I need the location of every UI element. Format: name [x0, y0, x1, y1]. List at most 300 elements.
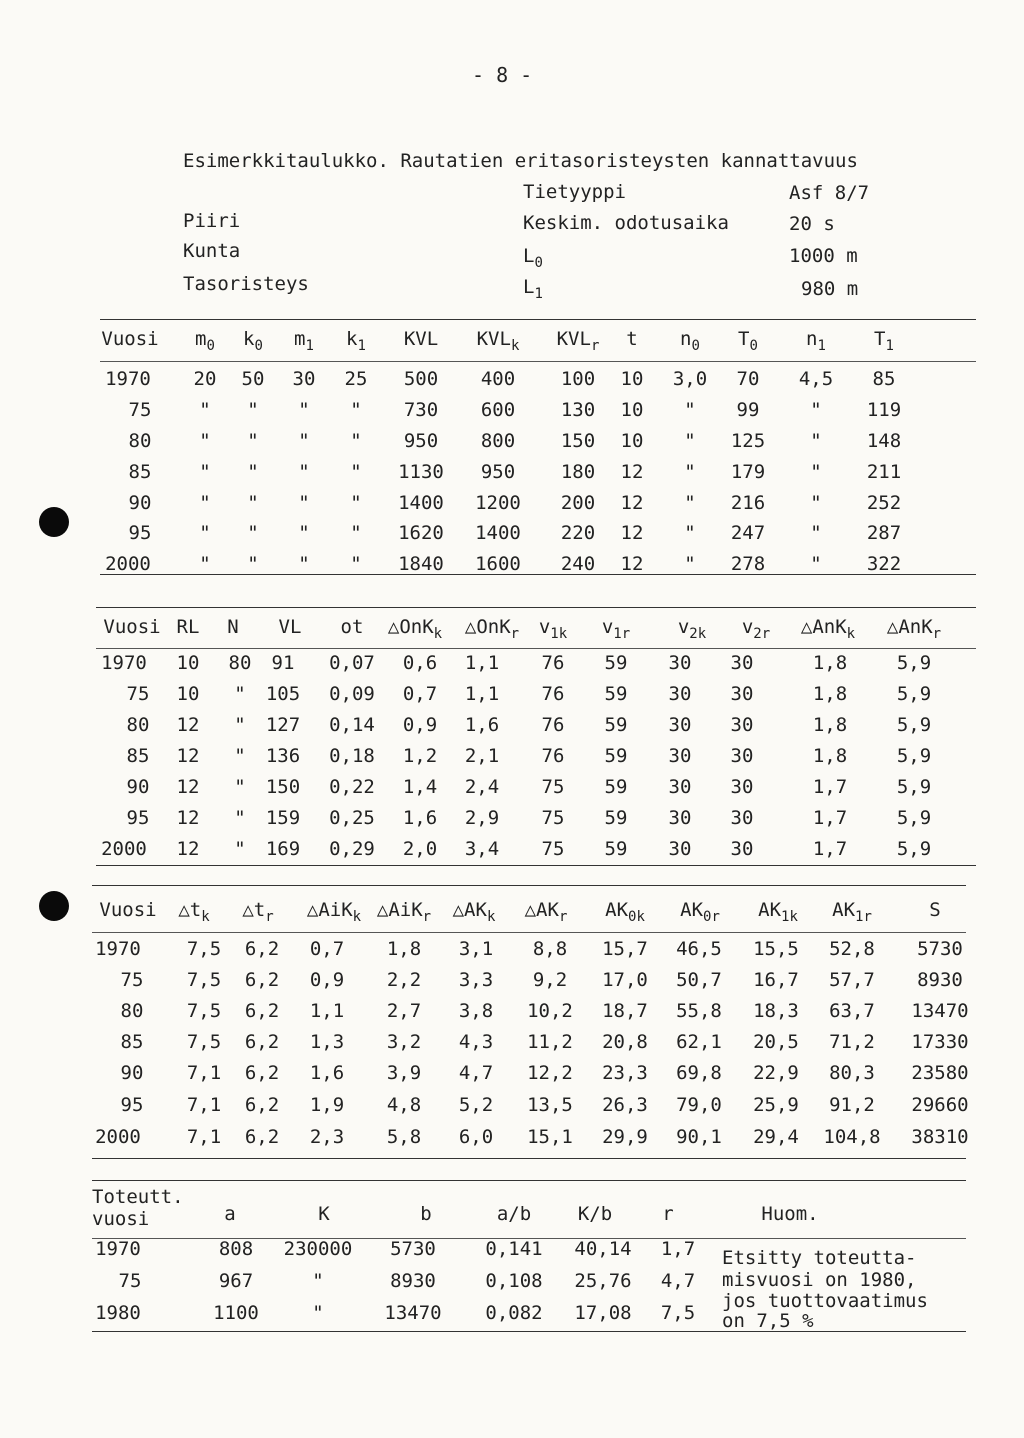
table3-cell: 1,8	[386, 938, 422, 960]
table3-header: $AK_{1k}$	[758, 899, 798, 925]
table1-cell: 10	[620, 399, 644, 421]
table3-header: $\triangle AK_r$	[524, 899, 568, 925]
table3-cell: 7,5	[186, 938, 222, 960]
table1-top-rule	[100, 319, 976, 320]
table1-year: 1970	[105, 368, 151, 390]
table2-cell: 75	[541, 838, 565, 860]
table1-cell: "	[810, 522, 822, 544]
table4-header: K/b	[577, 1203, 613, 1225]
table1-cell: 216	[730, 492, 766, 514]
table4-top-rule	[92, 1180, 966, 1181]
table1-cell: 240	[560, 553, 596, 575]
table4-cell: 230000	[283, 1238, 353, 1260]
table3-header: $AK_{0k}$	[605, 899, 645, 925]
table1-header: $KVL_k$	[476, 328, 520, 354]
table3-cell: 38310	[911, 1126, 969, 1148]
table1-cell: "	[298, 553, 310, 575]
table2-cell: 0,29	[329, 838, 375, 860]
table3-cell: 18,7	[602, 1000, 648, 1022]
table3-bottom-rule	[92, 1158, 966, 1159]
l0-value: 1000 m	[789, 245, 858, 267]
table4-cell: 808	[218, 1238, 254, 1260]
table3-year: 85	[120, 1031, 144, 1053]
table4-header: Huom.	[761, 1203, 819, 1225]
table2-header: △AnK$_k$	[800, 616, 856, 642]
table4-note-line: misvuosi on 1980,	[722, 1269, 917, 1291]
table2-header: Vuosi	[103, 616, 161, 638]
table1-cell: 4,5	[798, 368, 834, 390]
table3-cell: 91,2	[829, 1094, 875, 1116]
table3-cell: 5730	[917, 938, 963, 960]
table3-header: $\triangle t_k$	[178, 899, 210, 925]
table1-cell: 1620	[398, 522, 444, 544]
table2-cell: 2,4	[464, 776, 500, 798]
table3-cell: 15,5	[753, 938, 799, 960]
table1-cell: "	[199, 553, 211, 575]
table2-cell: 159	[265, 807, 301, 829]
table3-cell: 10,2	[527, 1000, 573, 1022]
table4-note-line: on 7,5 %	[722, 1310, 814, 1332]
table2-cell: 30	[730, 714, 754, 736]
table1-cell: 950	[403, 430, 439, 452]
table3-cell: 22,9	[753, 1062, 799, 1084]
table3-cell: 6,2	[244, 938, 280, 960]
table2-cell: "	[234, 776, 246, 798]
table2-cell: 30	[668, 807, 692, 829]
table1-cell: "	[350, 461, 362, 483]
table2-cell: 76	[541, 683, 565, 705]
table2-cell: 2,1	[464, 745, 500, 767]
table2-cell: 1,2	[402, 745, 438, 767]
table2-cell: 1,1	[464, 652, 500, 674]
table4-cell: 25,76	[574, 1270, 632, 1292]
table1-cell: "	[199, 399, 211, 421]
table3-cell: 0,9	[309, 969, 345, 991]
table2-cell: 1,7	[812, 807, 848, 829]
table2-header: VL	[278, 616, 302, 638]
table3-cell: 13,5	[527, 1094, 573, 1116]
table2-cell: 0,9	[402, 714, 438, 736]
piiri-label: Piiri	[183, 210, 241, 232]
table1-cell: "	[247, 399, 259, 421]
table1-cell: "	[684, 399, 696, 421]
table1-cell: 247	[730, 522, 766, 544]
table1-year: 75	[128, 399, 152, 421]
table3-cell: 7,5	[186, 969, 222, 991]
table1-cell: 1600	[475, 553, 521, 575]
table3-cell: 17330	[911, 1031, 969, 1053]
table1-cell: "	[684, 430, 696, 452]
table2-header: $v_{1r}$	[601, 616, 631, 642]
table2-cell: 30	[668, 683, 692, 705]
punch-hole-bottom	[39, 891, 69, 921]
table2-cell: 30	[668, 652, 692, 674]
table3-cell: 7,1	[186, 1094, 222, 1116]
table1-header: $m_1$	[294, 328, 314, 354]
table1-year: 85	[128, 461, 152, 483]
table3-cell: 50,7	[676, 969, 722, 991]
table4-cell: 17,08	[574, 1302, 632, 1324]
table4-cell: 8930	[390, 1270, 436, 1292]
table2-cell: 0,09	[329, 683, 375, 705]
table3-cell: 7,5	[186, 1031, 222, 1053]
table2-cell: 5,9	[896, 683, 932, 705]
table1-cell: "	[684, 492, 696, 514]
table1-cell: 252	[866, 492, 902, 514]
table2-cell: 76	[541, 714, 565, 736]
table1-header: $T_0$	[738, 328, 758, 354]
table2-year: 90	[126, 776, 150, 798]
table1-cell: "	[350, 399, 362, 421]
table1-cell: 150	[560, 430, 596, 452]
table2-cell: 1,8	[812, 652, 848, 674]
table2-cell: 12	[176, 745, 200, 767]
tietyyppi-value: Asf 8/7	[789, 182, 870, 204]
table2-cell: 1,6	[402, 807, 438, 829]
table2-year: 85	[126, 745, 150, 767]
table3-year: 1970	[95, 938, 141, 960]
table2-cell: 5,9	[896, 652, 932, 674]
table3-header: Vuosi	[99, 899, 157, 921]
table1-cell: "	[199, 430, 211, 452]
table2-cell: 0,07	[329, 652, 375, 674]
table1-header: Vuosi	[101, 328, 159, 350]
table4-year: 1980	[95, 1302, 141, 1324]
table1-bottom-rule	[100, 574, 976, 575]
table2-header: $v_{2k}$	[677, 616, 707, 642]
table4-cell: "	[312, 1270, 324, 1292]
table1-cell: "	[684, 553, 696, 575]
table1-cell: 1840	[398, 553, 444, 575]
table4-header: r	[662, 1203, 674, 1225]
table2-cell: 30	[730, 745, 754, 767]
table3-header: $\triangle t_r$	[242, 899, 274, 925]
table4-cell: 0,108	[485, 1270, 543, 1292]
table3-header: △AiK$_r$	[376, 899, 432, 925]
l1-label: $L_1$	[523, 276, 543, 302]
table2-cell: 59	[604, 745, 628, 767]
table1-cell: "	[810, 492, 822, 514]
table2-cell: 127	[265, 714, 301, 736]
table3-header: $\triangle AK_k$	[452, 899, 496, 925]
table3-cell: 5,2	[458, 1094, 494, 1116]
table2-cell: 105	[265, 683, 301, 705]
table2-cell: 80	[228, 652, 252, 674]
keskim-label: Keskim. odotusaika	[523, 212, 729, 234]
table2-cell: 0,6	[402, 652, 438, 674]
table3-cell: 90,1	[676, 1126, 722, 1148]
table1-header: $T_1$	[874, 328, 894, 354]
table3-cell: 26,3	[602, 1094, 648, 1116]
table1-cell: "	[247, 553, 259, 575]
table1-cell: 600	[480, 399, 516, 421]
table1-cell: "	[247, 492, 259, 514]
keskim-value: 20 s	[789, 213, 835, 235]
l0-label: $L_0$	[523, 245, 543, 271]
table2-header: △OnK$_k$	[387, 616, 443, 642]
table1-cell: 12	[620, 553, 644, 575]
table2-cell: 59	[604, 838, 628, 860]
table3-cell: 57,7	[829, 969, 875, 991]
table3-cell: 8,8	[532, 938, 568, 960]
table3-cell: 6,0	[458, 1126, 494, 1148]
table1-header: $k_1$	[346, 328, 366, 354]
table2-cell: 1,4	[402, 776, 438, 798]
table2-cell: 30	[668, 745, 692, 767]
tietyyppi-label: Tietyyppi	[523, 181, 626, 203]
table1-cell: "	[350, 553, 362, 575]
table1-cell: "	[350, 430, 362, 452]
table2-cell: 10	[176, 683, 200, 705]
table1-cell: 12	[620, 492, 644, 514]
table2-cell: 1,6	[464, 714, 500, 736]
table1-cell: 125	[730, 430, 766, 452]
table3-cell: 17,0	[602, 969, 648, 991]
table2-top-rule	[96, 607, 976, 608]
table3-cell: 4,7	[458, 1062, 494, 1084]
table1-cell: 200	[560, 492, 596, 514]
table1-cell: 730	[403, 399, 439, 421]
page-title: Esimerkkitaulukko. Rautatien eritasoristeysten kannattavuus	[183, 150, 858, 172]
table3-cell: 55,8	[676, 1000, 722, 1022]
table2-cell: 150	[265, 776, 301, 798]
table3-cell: 16,7	[753, 969, 799, 991]
table3-cell: 11,2	[527, 1031, 573, 1053]
table2-cell: "	[234, 683, 246, 705]
table3-cell: 71,2	[829, 1031, 875, 1053]
table1-cell: 30	[292, 368, 316, 390]
table3-year: 95	[120, 1094, 144, 1116]
table4-cell: 4,7	[660, 1270, 696, 1292]
table1-cell: "	[810, 553, 822, 575]
table2-cell: 10	[176, 652, 200, 674]
table4-header-vuosi: vuosi	[92, 1208, 150, 1230]
table2-year: 1970	[101, 652, 147, 674]
table3-cell: 7,1	[186, 1062, 222, 1084]
table1-cell: "	[810, 430, 822, 452]
table4-cell: "	[312, 1302, 324, 1324]
table3-cell: 25,9	[753, 1094, 799, 1116]
table2-cell: 1,7	[812, 776, 848, 798]
table2-header: N	[227, 616, 239, 638]
table1-cell: 20	[193, 368, 217, 390]
table3-year: 2000	[95, 1126, 141, 1148]
table2-cell: 59	[604, 776, 628, 798]
table3-cell: 62,1	[676, 1031, 722, 1053]
table3-cell: 15,7	[602, 938, 648, 960]
table1-cell: 12	[620, 461, 644, 483]
table1-cell: 1400	[475, 522, 521, 544]
table1-cell: 179	[730, 461, 766, 483]
table2-year: 75	[126, 683, 150, 705]
table2-bottom-rule	[96, 865, 976, 866]
table4-cell: 1100	[213, 1302, 259, 1324]
table1-cell: 3,0	[672, 368, 708, 390]
table3-cell: 8930	[917, 969, 963, 991]
table3-cell: 6,2	[244, 1000, 280, 1022]
table2-cell: 136	[265, 745, 301, 767]
table2-cell: 0,25	[329, 807, 375, 829]
table2-cell: 0,7	[402, 683, 438, 705]
table2-cell: 30	[730, 652, 754, 674]
table1-cell: 800	[480, 430, 516, 452]
table1-header: $k_0$	[243, 328, 263, 354]
table3-header: $AK_{0r}$	[680, 899, 720, 925]
table4-note-line: Etsitty toteutta-	[722, 1247, 917, 1269]
table2-cell: 5,9	[896, 714, 932, 736]
table4-header-toteutt: Toteutt.	[92, 1186, 184, 1208]
table2-cell: 30	[730, 807, 754, 829]
table3-cell: 4,8	[386, 1094, 422, 1116]
table1-cell: 1400	[398, 492, 444, 514]
table3-cell: 29660	[911, 1094, 969, 1116]
table1-year: 80	[128, 430, 152, 452]
table4-note-line: jos tuottovaatimus	[722, 1290, 928, 1312]
table4-header: b	[420, 1203, 432, 1225]
table2-cell: 76	[541, 652, 565, 674]
table4-cell: 0,082	[485, 1302, 543, 1324]
table2-cell: 30	[730, 776, 754, 798]
table1-header: $n_1$	[806, 328, 826, 354]
table2-cell: 1,7	[812, 838, 848, 860]
table3-cell: 15,1	[527, 1126, 573, 1148]
table3-header: △AiK$_k$	[306, 899, 362, 925]
table3-header: $AK_{1r}$	[832, 899, 872, 925]
table2-cell: 1,8	[812, 683, 848, 705]
table1-cell: 287	[866, 522, 902, 544]
table3-cell: 23,3	[602, 1062, 648, 1084]
table2-header: RL	[176, 616, 200, 638]
table1-year: 2000	[105, 553, 151, 575]
table4-year: 1970	[95, 1238, 141, 1260]
table3-cell: 6,2	[244, 1031, 280, 1053]
table1-cell: "	[199, 522, 211, 544]
table1-cell: 950	[480, 461, 516, 483]
table2-header: $v_{2r}$	[741, 616, 771, 642]
table1-cell: 10	[620, 430, 644, 452]
table1-cell: "	[298, 492, 310, 514]
table2-cell: 76	[541, 745, 565, 767]
table2-cell: 59	[604, 683, 628, 705]
table4-cell: 40,14	[574, 1238, 632, 1260]
table3-year: 90	[120, 1062, 144, 1084]
table1-cell: 220	[560, 522, 596, 544]
table3-year: 80	[120, 1000, 144, 1022]
page-number: - 8 -	[472, 63, 533, 87]
table1-cell: 100	[560, 368, 596, 390]
table2-cell: 12	[176, 838, 200, 860]
table1-cell: "	[810, 399, 822, 421]
table3-cell: 20,5	[753, 1031, 799, 1053]
table3-cell: 104,8	[823, 1126, 881, 1148]
table1-cell: "	[247, 430, 259, 452]
table3-cell: 6,2	[244, 1126, 280, 1148]
table4-bottom-rule	[92, 1331, 966, 1332]
table2-cell: 75	[541, 776, 565, 798]
table1-cell: "	[199, 492, 211, 514]
table2-cell: 12	[176, 776, 200, 798]
table4-header: a	[224, 1203, 236, 1225]
table1-cell: 500	[403, 368, 439, 390]
table3-cell: 13470	[911, 1000, 969, 1022]
table1-year: 90	[128, 492, 152, 514]
table3-cell: 3,8	[458, 1000, 494, 1022]
table1-cell: "	[350, 492, 362, 514]
table4-cell: 967	[218, 1270, 254, 1292]
table1-cell: 278	[730, 553, 766, 575]
table1-year: 95	[128, 522, 152, 544]
table1-cell: 180	[560, 461, 596, 483]
table2-cell: 30	[730, 683, 754, 705]
table2-cell: 0,14	[329, 714, 375, 736]
table3-cell: 6,2	[244, 1062, 280, 1084]
table2-cell: 2,9	[464, 807, 500, 829]
table3-cell: 0,7	[309, 938, 345, 960]
table1-cell: 99	[736, 399, 760, 421]
table1-cell: "	[298, 399, 310, 421]
table3-cell: 1,9	[309, 1094, 345, 1116]
table3-cell: 2,3	[309, 1126, 345, 1148]
table2-cell: 2,0	[402, 838, 438, 860]
table2-cell: 12	[176, 807, 200, 829]
table4-cell: 0,141	[485, 1238, 543, 1260]
table3-cell: 5,8	[386, 1126, 422, 1148]
table3-cell: 46,5	[676, 938, 722, 960]
table1-cell: 119	[866, 399, 902, 421]
table2-cell: 3,4	[464, 838, 500, 860]
table2-header: △OnK$_r$	[464, 616, 520, 642]
table1-cell: 400	[480, 368, 516, 390]
punch-hole-top	[39, 507, 69, 537]
table4-cell: 13470	[384, 1302, 442, 1324]
table2-cell: 169	[265, 838, 301, 860]
table2-cell: "	[234, 807, 246, 829]
table4-cell: 5730	[390, 1238, 436, 1260]
table3-cell: 63,7	[829, 1000, 875, 1022]
table3-cell: 3,9	[386, 1062, 422, 1084]
table3-cell: 4,3	[458, 1031, 494, 1053]
table1-cell: "	[810, 461, 822, 483]
table1-header: KVL	[403, 328, 439, 350]
table2-year: 80	[126, 714, 150, 736]
table3-cell: 3,1	[458, 938, 494, 960]
table1-cell: "	[298, 430, 310, 452]
table3-cell: 1,6	[309, 1062, 345, 1084]
table2-cell: 1,8	[812, 714, 848, 736]
table1-cell: 12	[620, 522, 644, 544]
table1-cell: "	[684, 461, 696, 483]
table2-cell: 0,18	[329, 745, 375, 767]
kunta-label: Kunta	[183, 240, 241, 262]
table2-cell: 59	[604, 714, 628, 736]
table4-cell: 1,7	[660, 1238, 696, 1260]
table3-cell: 2,2	[386, 969, 422, 991]
table1-cell: 130	[560, 399, 596, 421]
table2-cell: 5,9	[896, 745, 932, 767]
table2-cell: 30	[668, 838, 692, 860]
table2-cell: 91	[271, 652, 295, 674]
table2-cell: 30	[668, 714, 692, 736]
table3-cell: 3,3	[458, 969, 494, 991]
table1-cell: 322	[866, 553, 902, 575]
table2-year: 95	[126, 807, 150, 829]
table3-cell: 79,0	[676, 1094, 722, 1116]
table3-cell: 6,2	[244, 1094, 280, 1116]
table2-year: 2000	[101, 838, 147, 860]
table3-cell: 1,1	[309, 1000, 345, 1022]
table2-cell: 59	[604, 652, 628, 674]
table1-cell: "	[350, 522, 362, 544]
